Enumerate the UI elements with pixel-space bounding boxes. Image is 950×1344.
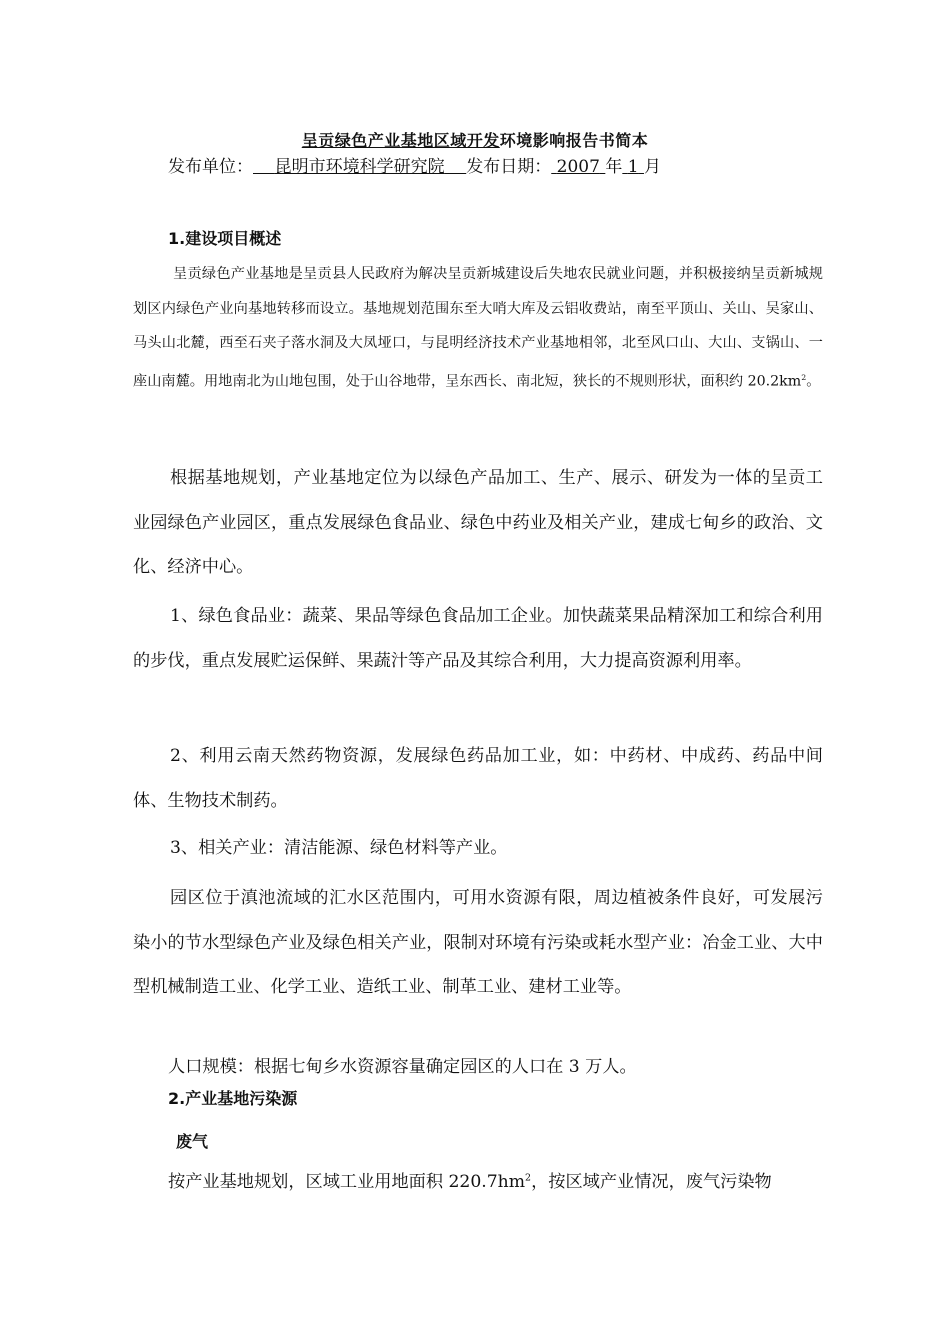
- publisher-value: 昆明市环境科学研究院: [274, 157, 445, 177]
- para1-superscript: 2: [801, 372, 807, 382]
- date-label: 发布日期：: [466, 157, 552, 177]
- s2-para1-end: ，按区域产业情况，废气污染物: [531, 1172, 772, 1192]
- year-value-line: [551, 157, 605, 177]
- section1-paragraph-3: 园区位于滇池流域的汇水区范围内，可用水资源有限，周边植被条件良好，可发展污染小的节水型绿色产业及绿色相关产业，限制对环境有污染或耗水型产业：冶金工业、大中型机械制造工业、化学工业、造纸工业、制革工业、建材工业等。: [133, 888, 823, 997]
- publisher-value-line: [253, 157, 466, 177]
- year-value: 2007: [556, 157, 600, 177]
- publisher-label: 发布单位：: [168, 157, 253, 177]
- section1-item-1: 1、绿色食品业：蔬菜、果品等绿色食品加工企业。加快蔬菜果品精深加工和综合利用的步伐，重点发展贮运保鲜、果蔬汁等产品及其综合利用，大力提高资源利用率。: [133, 606, 823, 671]
- document-title: [0, 128, 950, 151]
- title-underlined-part: 呈贡绿色产业基地区域开发: [301, 131, 500, 150]
- month-value-line: [622, 157, 644, 177]
- publication-info: [168, 152, 661, 177]
- section1-paragraph-1: [133, 257, 823, 399]
- month-value: 1: [627, 157, 639, 177]
- s2-para1-start: 按产业基地规划，区域工业用地面积 220.7hm: [168, 1172, 526, 1192]
- para1-text: 呈贡绿色产业基地是呈贡县人民政府为解决呈贡新城建设后失地农民就业问题，并积极接纳呈贡新城规划区内绿色产业向基地转移而设立。基地规划范围东至大哨大库及云铝收费站，南至平顶山、关山、吴家山、马头山北麓，西至石夹子落水洞及大凤垭口，与昆明经济技术产业基地相邻，北至风口山、大山、支锅山、一座山南麓。用地南北为山地包围，处于山谷地带，呈东西长、南北短，狭长的不规则形状，面积约 20.2km: [133, 266, 823, 390]
- section2-paragraph-1: [168, 1167, 772, 1192]
- population-line: 人口规模：根据七甸乡水资源容量确定园区的人口在 3 万人。: [168, 1057, 637, 1077]
- month-unit: 月: [643, 157, 661, 177]
- section1-item-3: 3、相关产业：清洁能源、绿色材料等产业。: [170, 838, 508, 858]
- year-unit: 年: [605, 157, 623, 177]
- title-rest: 环境影响报告书简本: [499, 131, 649, 150]
- section2-subheading: 废气: [176, 1132, 209, 1151]
- section2-heading: 2.产业基地污染源: [168, 1089, 298, 1108]
- section1-paragraph-2: 根据基地规划，产业基地定位为以绿色产品加工、生产、展示、研发为一体的呈贡工业园绿色产业园区，重点发展绿色食品业、绿色中药业及相关产业，建成七甸乡的政治、文化、经济中心。: [133, 468, 823, 577]
- s2-para1-superscript: 2: [525, 1172, 532, 1184]
- para1-end: 。: [806, 373, 821, 390]
- section1-heading: 1.建设项目概述: [168, 229, 282, 248]
- section1-item-2: 2、利用云南天然药物资源，发展绿色药品加工业，如：中药材、中成药、药品中间体、生物技术制药。: [133, 746, 823, 811]
